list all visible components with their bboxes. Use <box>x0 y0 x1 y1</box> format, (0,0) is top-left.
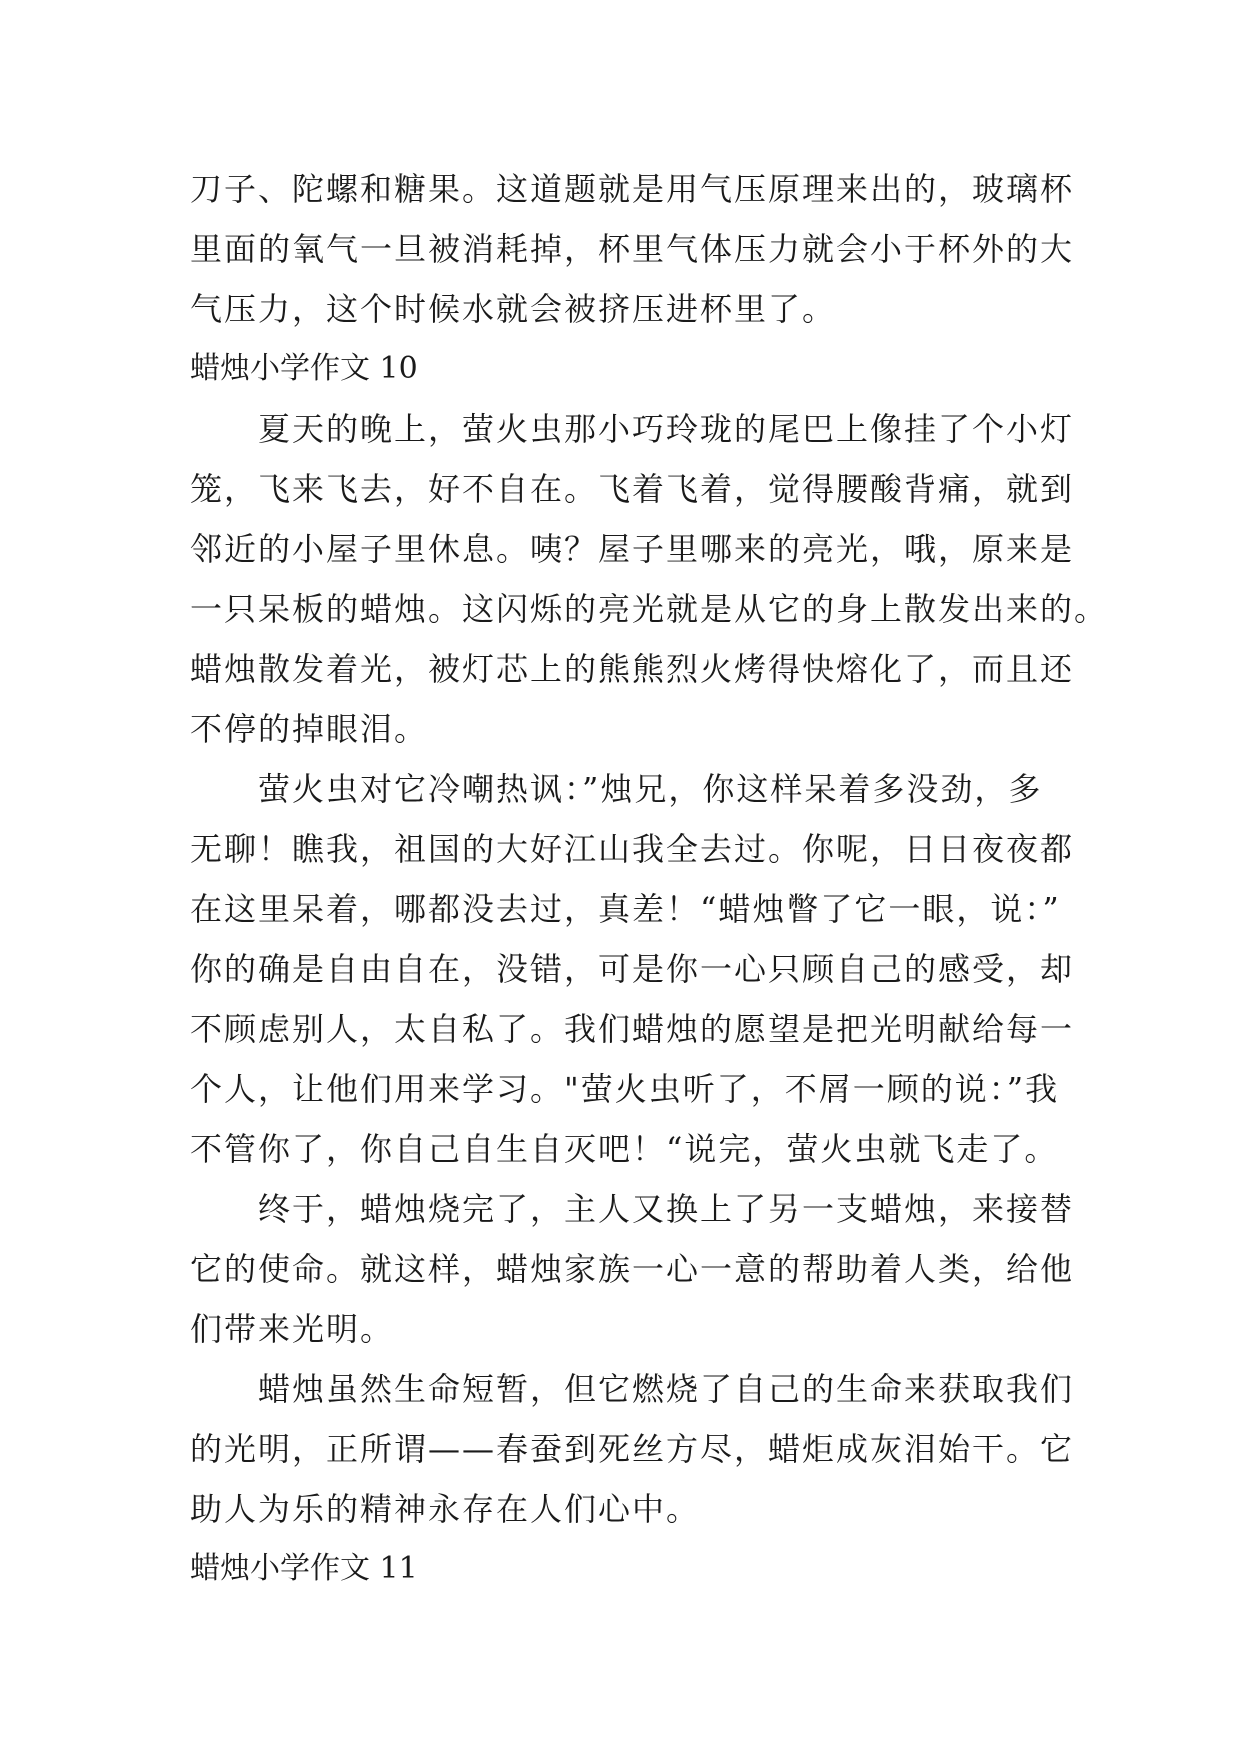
essay-heading: 蜡烛小学作文 10 <box>190 351 418 386</box>
text-line: 邻近的小屋子里休息。咦？屋子里哪来的亮光，哦，原来是 <box>190 530 1075 568</box>
text-line: 它的使命。就这样，蜡烛家族一心一意的帮助着人类，给他 <box>190 1250 1075 1288</box>
text-line: 萤火虫对它冷嘲热讽：”烛兄，你这样呆着多没劲，多 <box>190 770 1043 808</box>
text-line: 不顾虑别人，太自私了。我们蜡烛的愿望是把光明献给每一 <box>190 1010 1075 1048</box>
text-line: 在这里呆着，哪都没去过，真差！“蜡烛瞥了它一眼，说：” <box>190 890 1061 928</box>
text-line: 不停的掉眼泪。 <box>190 710 429 748</box>
section-continuation <box>190 159 1075 339</box>
text-line: 不管你了，你自己自生自灭吧！“说完，萤火虫就飞走了。 <box>190 1130 1059 1168</box>
text-line: 气压力，这个时候水就会被挤压进杯里了。 <box>190 290 837 328</box>
text-line: 刀子、陀螺和糖果。这道题就是用气压原理来出的，玻璃杯 <box>190 170 1075 208</box>
text-line: 助人为乐的精神永存在人们心中。 <box>190 1490 701 1528</box>
text-line: 终于，蜡烛烧完了，主人又换上了另一支蜡烛，来接替 <box>190 1190 1075 1228</box>
document-page <box>190 159 1109 1599</box>
essay-heading: 蜡烛小学作文 11 <box>190 1551 418 1586</box>
text-line: 蜡烛虽然生命短暂，但它燃烧了自己的生命来获取我们 <box>190 1370 1075 1408</box>
text-line: 的光明，正所谓——春蚕到死丝方尽，蜡炬成灰泪始干。它 <box>190 1430 1075 1468</box>
text-line: 笼，飞来飞去，好不自在。飞着飞着，觉得腰酸背痛，就到 <box>190 470 1075 508</box>
section-essay-10 <box>190 339 1109 1539</box>
text-line: 个人，让他们用来学习。"萤火虫听了，不屑一顾的说：”我 <box>190 1070 1060 1108</box>
text-line: 蜡烛散发着光，被灯芯上的熊熊烈火烤得快熔化了，而且还 <box>190 650 1075 688</box>
text-line: 里面的氧气一旦被消耗掉，杯里气体压力就会小于杯外的大 <box>190 230 1075 268</box>
text-line: 无聊！瞧我，祖国的大好江山我全去过。你呢，日日夜夜都 <box>190 830 1075 868</box>
text-line: 们带来光明。 <box>190 1310 395 1348</box>
text-line: 你的确是自由自在，没错，可是你一心只顾自己的感受，却 <box>190 950 1075 988</box>
text-line: 一只呆板的蜡烛。这闪烁的亮光就是从它的身上散发出来的。 <box>190 590 1109 628</box>
text-line: 夏天的晚上，萤火虫那小巧玲珑的尾巴上像挂了个小灯 <box>190 410 1075 448</box>
section-essay-11 <box>190 1539 1050 1599</box>
